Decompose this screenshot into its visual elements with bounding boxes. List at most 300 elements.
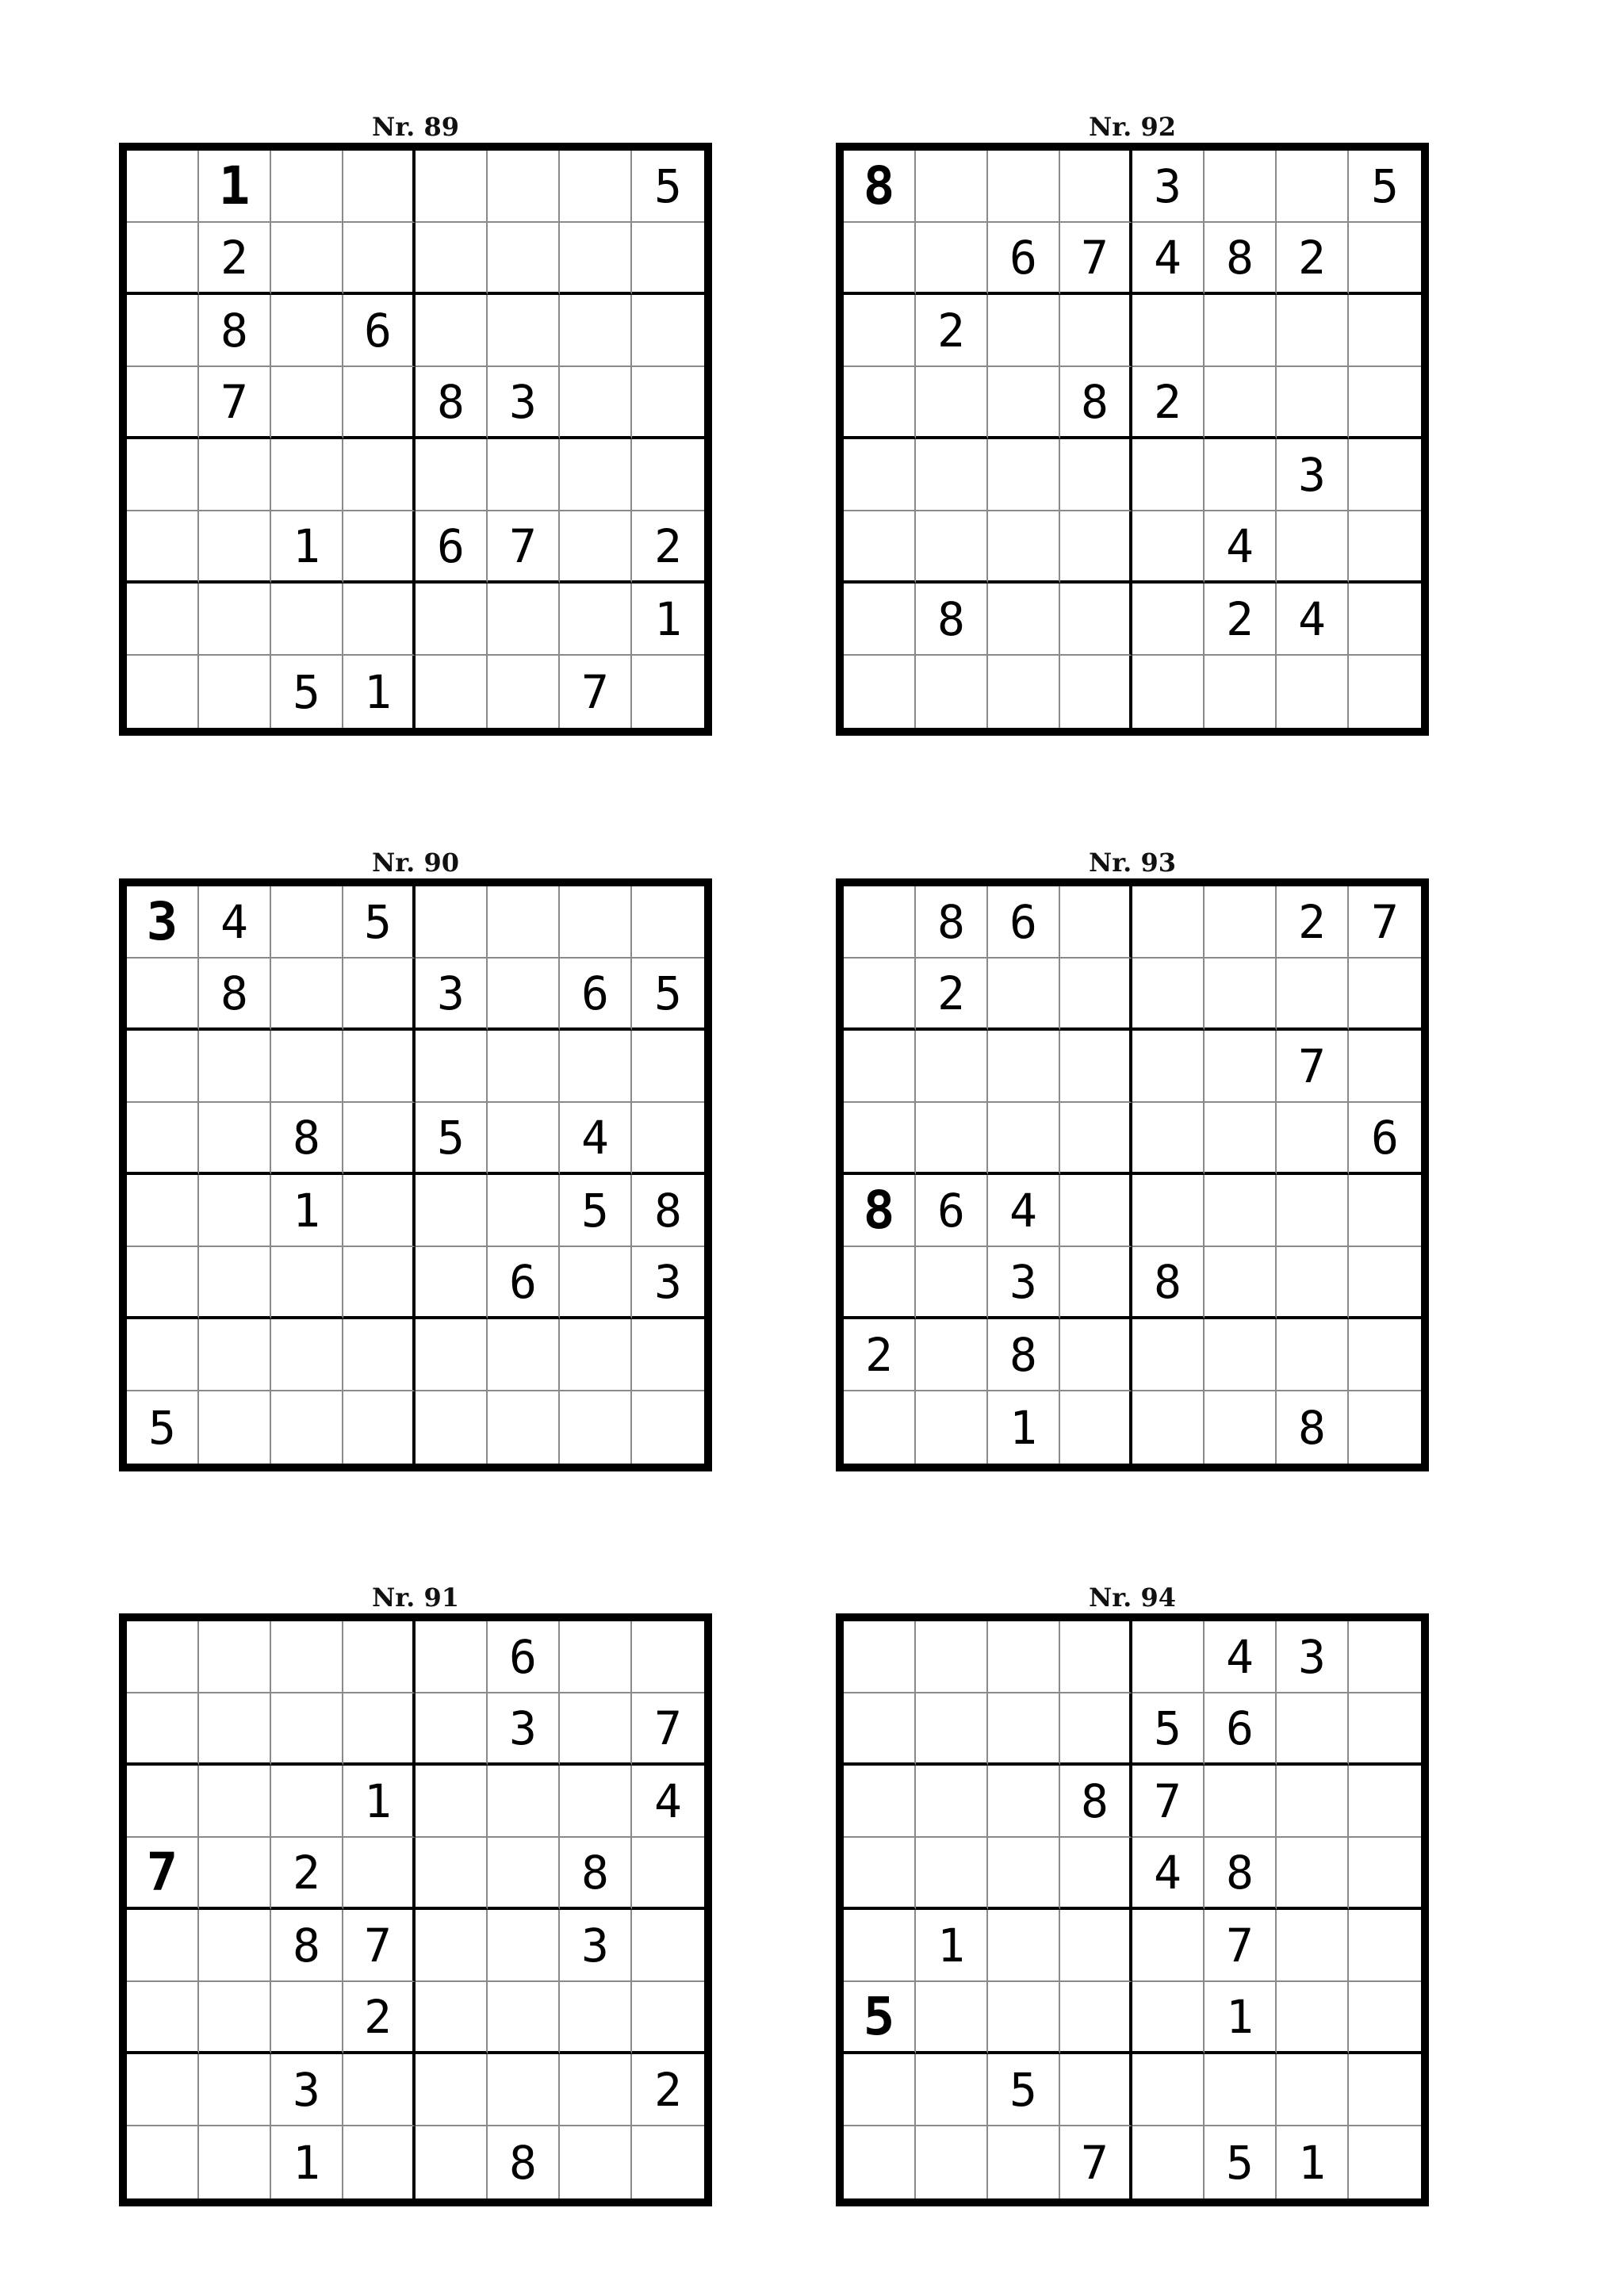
sudoku-cell-r7c5[interactable] bbox=[416, 2054, 488, 2126]
sudoku-cell-r3c6[interactable] bbox=[1205, 1766, 1277, 1838]
sudoku-cell-r6c8[interactable]: 3 bbox=[632, 1247, 704, 1319]
sudoku-cell-r2c8[interactable] bbox=[632, 223, 704, 295]
sudoku-cell-r7c3[interactable]: 5 bbox=[988, 2054, 1060, 2126]
sudoku-cell-r3c7[interactable] bbox=[1277, 295, 1349, 367]
sudoku-cell-r6c4[interactable] bbox=[1060, 1982, 1132, 2054]
sudoku-cell-r8c8[interactable] bbox=[1349, 656, 1421, 728]
sudoku-cell-r7c1[interactable] bbox=[844, 584, 916, 656]
sudoku-cell-r1c4[interactable] bbox=[1060, 1621, 1132, 1693]
sudoku-cell-r2c5[interactable] bbox=[416, 1693, 488, 1766]
sudoku-cell-r2c6[interactable]: 6 bbox=[1205, 1693, 1277, 1766]
sudoku-cell-r1c6[interactable]: 6 bbox=[488, 1621, 560, 1693]
sudoku-cell-r6c5[interactable]: 6 bbox=[416, 511, 488, 584]
sudoku-cell-r5c8[interactable] bbox=[1349, 1175, 1421, 1247]
sudoku-cell-r2c4[interactable]: 7 bbox=[1060, 223, 1132, 295]
sudoku-cell-r3c2[interactable]: 8 bbox=[199, 295, 271, 367]
sudoku-cell-r4c6[interactable] bbox=[488, 1103, 560, 1175]
sudoku-cell-r4c5[interactable] bbox=[416, 1838, 488, 1910]
sudoku-cell-r3c8[interactable] bbox=[632, 1031, 704, 1103]
sudoku-cell-r7c3[interactable] bbox=[988, 584, 1060, 656]
sudoku-cell-r4c3[interactable] bbox=[988, 367, 1060, 439]
sudoku-cell-r6c3[interactable]: 3 bbox=[988, 1247, 1060, 1319]
sudoku-cell-r2c1[interactable] bbox=[127, 1693, 199, 1766]
sudoku-cell-r7c1[interactable] bbox=[844, 2054, 916, 2126]
sudoku-cell-r2c5[interactable]: 5 bbox=[1132, 1693, 1205, 1766]
sudoku-cell-r2c8[interactable]: 7 bbox=[632, 1693, 704, 1766]
sudoku-cell-r6c6[interactable]: 4 bbox=[1205, 511, 1277, 584]
sudoku-cell-r4c1[interactable] bbox=[844, 1103, 916, 1175]
sudoku-cell-r7c5[interactable] bbox=[1132, 584, 1205, 656]
sudoku-cell-r4c5[interactable]: 8 bbox=[416, 367, 488, 439]
sudoku-cell-r1c5[interactable] bbox=[416, 886, 488, 959]
sudoku-cell-r4c4[interactable]: 8 bbox=[1060, 367, 1132, 439]
sudoku-cell-r4c1[interactable] bbox=[844, 367, 916, 439]
sudoku-cell-r1c4[interactable] bbox=[1060, 886, 1132, 959]
sudoku-cell-r7c8[interactable] bbox=[1349, 584, 1421, 656]
sudoku-cell-r3c4[interactable] bbox=[1060, 295, 1132, 367]
sudoku-cell-r2c2[interactable]: 8 bbox=[199, 959, 271, 1031]
sudoku-cell-r1c3[interactable] bbox=[271, 886, 343, 959]
sudoku-cell-r1c7[interactable] bbox=[560, 886, 632, 959]
sudoku-cell-r6c6[interactable]: 7 bbox=[488, 511, 560, 584]
sudoku-cell-r4c5[interactable]: 4 bbox=[1132, 1838, 1205, 1910]
sudoku-cell-r6c7[interactable] bbox=[1277, 511, 1349, 584]
sudoku-cell-r6c7[interactable] bbox=[560, 1247, 632, 1319]
sudoku-cell-r8c7[interactable]: 1 bbox=[1277, 2126, 1349, 2198]
sudoku-cell-r5c7[interactable]: 3 bbox=[1277, 439, 1349, 511]
sudoku-cell-r3c4[interactable] bbox=[343, 1031, 416, 1103]
sudoku-cell-r8c3[interactable]: 5 bbox=[271, 656, 343, 728]
sudoku-cell-r4c8[interactable] bbox=[632, 1103, 704, 1175]
sudoku-cell-r3c1[interactable] bbox=[127, 1766, 199, 1838]
sudoku-cell-r7c4[interactable] bbox=[1060, 1319, 1132, 1391]
sudoku-cell-r7c6[interactable]: 2 bbox=[1205, 584, 1277, 656]
sudoku-cell-r3c3[interactable] bbox=[988, 295, 1060, 367]
sudoku-cell-r4c4[interactable] bbox=[1060, 1838, 1132, 1910]
sudoku-cell-r5c4[interactable] bbox=[1060, 439, 1132, 511]
sudoku-cell-r2c3[interactable] bbox=[988, 1693, 1060, 1766]
sudoku-cell-r6c3[interactable] bbox=[271, 1247, 343, 1319]
sudoku-cell-r4c5[interactable]: 2 bbox=[1132, 367, 1205, 439]
sudoku-cell-r7c4[interactable] bbox=[1060, 2054, 1132, 2126]
sudoku-cell-r2c1[interactable] bbox=[844, 223, 916, 295]
sudoku-cell-r2c4[interactable] bbox=[1060, 959, 1132, 1031]
sudoku-cell-r5c1[interactable]: 8 bbox=[844, 1175, 916, 1247]
sudoku-cell-r3c8[interactable]: 4 bbox=[632, 1766, 704, 1838]
sudoku-cell-r6c3[interactable] bbox=[988, 511, 1060, 584]
sudoku-cell-r5c6[interactable] bbox=[488, 1910, 560, 1982]
sudoku-cell-r8c3[interactable] bbox=[988, 2126, 1060, 2198]
sudoku-cell-r7c7[interactable] bbox=[1277, 2054, 1349, 2126]
sudoku-cell-r3c4[interactable]: 6 bbox=[343, 295, 416, 367]
sudoku-cell-r4c7[interactable]: 8 bbox=[560, 1838, 632, 1910]
sudoku-cell-r8c3[interactable]: 1 bbox=[988, 1391, 1060, 1464]
sudoku-cell-r6c1[interactable]: 5 bbox=[844, 1982, 916, 2054]
sudoku-cell-r4c4[interactable] bbox=[343, 1103, 416, 1175]
sudoku-cell-r2c8[interactable] bbox=[1349, 959, 1421, 1031]
sudoku-cell-r6c1[interactable] bbox=[127, 511, 199, 584]
sudoku-cell-r6c4[interactable]: 2 bbox=[343, 1982, 416, 2054]
sudoku-cell-r2c2[interactable] bbox=[199, 1693, 271, 1766]
sudoku-cell-r6c5[interactable]: 8 bbox=[1132, 1247, 1205, 1319]
sudoku-cell-r4c8[interactable]: 6 bbox=[1349, 1103, 1421, 1175]
sudoku-cell-r7c7[interactable]: 4 bbox=[1277, 584, 1349, 656]
sudoku-cell-r4c6[interactable]: 3 bbox=[488, 367, 560, 439]
sudoku-cell-r5c2[interactable] bbox=[916, 439, 988, 511]
sudoku-cell-r2c5[interactable]: 3 bbox=[416, 959, 488, 1031]
sudoku-cell-r3c2[interactable] bbox=[199, 1031, 271, 1103]
sudoku-cell-r5c2[interactable] bbox=[199, 1910, 271, 1982]
sudoku-cell-r5c1[interactable] bbox=[127, 1910, 199, 1982]
sudoku-cell-r1c6[interactable]: 4 bbox=[1205, 1621, 1277, 1693]
sudoku-cell-r7c4[interactable] bbox=[343, 2054, 416, 2126]
sudoku-cell-r6c2[interactable] bbox=[916, 1247, 988, 1319]
sudoku-cell-r2c7[interactable] bbox=[560, 223, 632, 295]
sudoku-cell-r2c3[interactable] bbox=[988, 959, 1060, 1031]
sudoku-cell-r6c4[interactable] bbox=[343, 1247, 416, 1319]
sudoku-cell-r3c4[interactable]: 1 bbox=[343, 1766, 416, 1838]
sudoku-cell-r4c1[interactable] bbox=[127, 367, 199, 439]
sudoku-cell-r1c8[interactable]: 7 bbox=[1349, 886, 1421, 959]
sudoku-cell-r5c8[interactable] bbox=[1349, 1910, 1421, 1982]
sudoku-cell-r3c5[interactable]: 7 bbox=[1132, 1766, 1205, 1838]
sudoku-cell-r7c5[interactable] bbox=[1132, 2054, 1205, 2126]
sudoku-cell-r5c5[interactable] bbox=[416, 1910, 488, 1982]
sudoku-cell-r4c8[interactable] bbox=[632, 1838, 704, 1910]
sudoku-cell-r4c3[interactable]: 8 bbox=[271, 1103, 343, 1175]
sudoku-cell-r4c1[interactable]: 7 bbox=[127, 1838, 199, 1910]
sudoku-cell-r3c5[interactable] bbox=[416, 295, 488, 367]
sudoku-cell-r5c8[interactable] bbox=[632, 1910, 704, 1982]
sudoku-cell-r8c8[interactable] bbox=[632, 656, 704, 728]
sudoku-cell-r6c6[interactable]: 6 bbox=[488, 1247, 560, 1319]
sudoku-cell-r3c1[interactable] bbox=[127, 1031, 199, 1103]
sudoku-cell-r8c2[interactable] bbox=[916, 2126, 988, 2198]
sudoku-cell-r7c8[interactable]: 1 bbox=[632, 584, 704, 656]
sudoku-cell-r1c3[interactable] bbox=[988, 151, 1060, 223]
sudoku-cell-r2c2[interactable]: 2 bbox=[199, 223, 271, 295]
sudoku-cell-r7c1[interactable] bbox=[127, 584, 199, 656]
sudoku-cell-r5c6[interactable] bbox=[1205, 1175, 1277, 1247]
sudoku-cell-r2c8[interactable]: 5 bbox=[632, 959, 704, 1031]
sudoku-cell-r8c8[interactable] bbox=[632, 2126, 704, 2198]
sudoku-cell-r3c2[interactable] bbox=[199, 1766, 271, 1838]
sudoku-cell-r6c4[interactable] bbox=[1060, 1247, 1132, 1319]
sudoku-cell-r1c8[interactable] bbox=[1349, 1621, 1421, 1693]
sudoku-cell-r1c1[interactable]: 3 bbox=[127, 886, 199, 959]
sudoku-cell-r2c1[interactable] bbox=[127, 959, 199, 1031]
sudoku-cell-r7c1[interactable]: 2 bbox=[844, 1319, 916, 1391]
sudoku-cell-r2c6[interactable] bbox=[488, 223, 560, 295]
sudoku-cell-r1c8[interactable]: 5 bbox=[632, 151, 704, 223]
sudoku-cell-r8c4[interactable]: 7 bbox=[1060, 2126, 1132, 2198]
sudoku-cell-r3c1[interactable] bbox=[127, 295, 199, 367]
sudoku-cell-r4c4[interactable] bbox=[1060, 1103, 1132, 1175]
sudoku-cell-r1c7[interactable] bbox=[560, 1621, 632, 1693]
sudoku-cell-r8c7[interactable] bbox=[560, 1391, 632, 1464]
sudoku-cell-r5c6[interactable] bbox=[488, 439, 560, 511]
sudoku-cell-r1c7[interactable]: 3 bbox=[1277, 1621, 1349, 1693]
sudoku-cell-r3c7[interactable] bbox=[1277, 1766, 1349, 1838]
sudoku-cell-r1c7[interactable] bbox=[1277, 151, 1349, 223]
sudoku-cell-r7c5[interactable] bbox=[416, 584, 488, 656]
sudoku-cell-r1c7[interactable] bbox=[560, 151, 632, 223]
sudoku-cell-r6c2[interactable] bbox=[916, 511, 988, 584]
sudoku-cell-r6c2[interactable] bbox=[916, 1982, 988, 2054]
sudoku-cell-r8c3[interactable] bbox=[271, 1391, 343, 1464]
sudoku-cell-r4c5[interactable]: 5 bbox=[416, 1103, 488, 1175]
sudoku-cell-r5c4[interactable]: 7 bbox=[343, 1910, 416, 1982]
sudoku-cell-r6c3[interactable] bbox=[271, 1982, 343, 2054]
sudoku-cell-r6c8[interactable]: 2 bbox=[632, 511, 704, 584]
sudoku-cell-r8c5[interactable] bbox=[1132, 656, 1205, 728]
sudoku-cell-r1c6[interactable] bbox=[488, 151, 560, 223]
sudoku-cell-r8c5[interactable] bbox=[416, 1391, 488, 1464]
sudoku-cell-r4c3[interactable]: 2 bbox=[271, 1838, 343, 1910]
sudoku-cell-r3c8[interactable] bbox=[1349, 295, 1421, 367]
sudoku-cell-r1c2[interactable] bbox=[916, 1621, 988, 1693]
sudoku-cell-r7c3[interactable]: 8 bbox=[988, 1319, 1060, 1391]
sudoku-cell-r8c8[interactable] bbox=[1349, 2126, 1421, 2198]
sudoku-cell-r3c5[interactable] bbox=[416, 1031, 488, 1103]
sudoku-cell-r8c4[interactable]: 1 bbox=[343, 656, 416, 728]
sudoku-cell-r2c7[interactable]: 6 bbox=[560, 959, 632, 1031]
sudoku-cell-r5c4[interactable] bbox=[1060, 1175, 1132, 1247]
sudoku-cell-r8c4[interactable] bbox=[343, 2126, 416, 2198]
sudoku-cell-r8c8[interactable] bbox=[1349, 1391, 1421, 1464]
sudoku-cell-r6c2[interactable] bbox=[199, 1982, 271, 2054]
sudoku-cell-r4c6[interactable] bbox=[488, 1838, 560, 1910]
sudoku-cell-r1c5[interactable]: 3 bbox=[1132, 151, 1205, 223]
sudoku-cell-r3c4[interactable] bbox=[1060, 1031, 1132, 1103]
sudoku-cell-r5c5[interactable] bbox=[1132, 1175, 1205, 1247]
sudoku-cell-r4c4[interactable] bbox=[343, 367, 416, 439]
sudoku-cell-r4c1[interactable] bbox=[844, 1838, 916, 1910]
sudoku-cell-r7c2[interactable] bbox=[916, 1319, 988, 1391]
sudoku-cell-r7c1[interactable] bbox=[127, 1319, 199, 1391]
sudoku-cell-r2c3[interactable] bbox=[271, 1693, 343, 1766]
sudoku-cell-r2c6[interactable]: 8 bbox=[1205, 223, 1277, 295]
sudoku-cell-r4c1[interactable] bbox=[127, 1103, 199, 1175]
sudoku-cell-r1c4[interactable] bbox=[343, 151, 416, 223]
sudoku-cell-r6c5[interactable] bbox=[416, 1247, 488, 1319]
sudoku-cell-r8c1[interactable] bbox=[844, 1391, 916, 1464]
sudoku-cell-r7c6[interactable] bbox=[1205, 1319, 1277, 1391]
sudoku-cell-r6c1[interactable] bbox=[127, 1247, 199, 1319]
sudoku-cell-r5c5[interactable] bbox=[1132, 1910, 1205, 1982]
sudoku-cell-r6c2[interactable] bbox=[199, 1247, 271, 1319]
sudoku-cell-r2c1[interactable] bbox=[844, 1693, 916, 1766]
sudoku-cell-r7c8[interactable] bbox=[1349, 1319, 1421, 1391]
sudoku-cell-r5c6[interactable] bbox=[1205, 439, 1277, 511]
sudoku-cell-r3c6[interactable] bbox=[1205, 295, 1277, 367]
sudoku-cell-r1c2[interactable] bbox=[199, 1621, 271, 1693]
sudoku-cell-r3c3[interactable] bbox=[271, 1031, 343, 1103]
sudoku-cell-r1c6[interactable] bbox=[1205, 151, 1277, 223]
sudoku-cell-r1c1[interactable] bbox=[127, 151, 199, 223]
sudoku-cell-r5c2[interactable] bbox=[199, 1175, 271, 1247]
sudoku-cell-r3c3[interactable] bbox=[988, 1031, 1060, 1103]
sudoku-cell-r4c7[interactable] bbox=[1277, 1838, 1349, 1910]
sudoku-cell-r8c1[interactable] bbox=[844, 2126, 916, 2198]
sudoku-cell-r8c1[interactable] bbox=[844, 656, 916, 728]
sudoku-cell-r1c2[interactable]: 8 bbox=[916, 886, 988, 959]
sudoku-cell-r7c2[interactable] bbox=[199, 584, 271, 656]
sudoku-cell-r4c3[interactable] bbox=[271, 367, 343, 439]
sudoku-cell-r7c1[interactable] bbox=[127, 2054, 199, 2126]
sudoku-cell-r2c1[interactable] bbox=[844, 959, 916, 1031]
sudoku-cell-r7c5[interactable] bbox=[416, 1319, 488, 1391]
sudoku-cell-r6c6[interactable] bbox=[488, 1982, 560, 2054]
sudoku-cell-r6c4[interactable] bbox=[1060, 511, 1132, 584]
sudoku-cell-r8c1[interactable] bbox=[127, 656, 199, 728]
sudoku-cell-r8c5[interactable] bbox=[416, 2126, 488, 2198]
sudoku-cell-r7c8[interactable] bbox=[1349, 2054, 1421, 2126]
sudoku-cell-r2c7[interactable]: 2 bbox=[1277, 223, 1349, 295]
sudoku-cell-r5c3[interactable] bbox=[988, 1910, 1060, 1982]
sudoku-cell-r4c6[interactable] bbox=[1205, 1103, 1277, 1175]
sudoku-cell-r4c3[interactable] bbox=[988, 1103, 1060, 1175]
sudoku-cell-r3c4[interactable]: 8 bbox=[1060, 1766, 1132, 1838]
sudoku-cell-r2c7[interactable] bbox=[560, 1693, 632, 1766]
sudoku-cell-r8c2[interactable] bbox=[916, 1391, 988, 1464]
sudoku-cell-r8c6[interactable] bbox=[1205, 1391, 1277, 1464]
sudoku-cell-r1c8[interactable] bbox=[632, 886, 704, 959]
sudoku-cell-r6c7[interactable] bbox=[1277, 1982, 1349, 2054]
sudoku-cell-r8c2[interactable] bbox=[199, 656, 271, 728]
sudoku-cell-r5c1[interactable] bbox=[844, 439, 916, 511]
sudoku-cell-r4c7[interactable]: 4 bbox=[560, 1103, 632, 1175]
sudoku-cell-r8c8[interactable] bbox=[632, 1391, 704, 1464]
sudoku-cell-r5c3[interactable]: 4 bbox=[988, 1175, 1060, 1247]
sudoku-cell-r2c6[interactable]: 3 bbox=[488, 1693, 560, 1766]
sudoku-cell-r7c7[interactable] bbox=[560, 584, 632, 656]
sudoku-cell-r1c3[interactable] bbox=[271, 151, 343, 223]
sudoku-cell-r5c8[interactable] bbox=[632, 439, 704, 511]
sudoku-cell-r3c2[interactable]: 2 bbox=[916, 295, 988, 367]
sudoku-cell-r8c5[interactable] bbox=[416, 656, 488, 728]
sudoku-cell-r7c7[interactable] bbox=[560, 1319, 632, 1391]
sudoku-cell-r3c2[interactable] bbox=[916, 1031, 988, 1103]
sudoku-cell-r8c7[interactable]: 7 bbox=[560, 656, 632, 728]
sudoku-cell-r5c2[interactable]: 6 bbox=[916, 1175, 988, 1247]
sudoku-cell-r7c6[interactable] bbox=[488, 1319, 560, 1391]
sudoku-cell-r8c5[interactable] bbox=[1132, 2126, 1205, 2198]
sudoku-cell-r2c6[interactable] bbox=[488, 959, 560, 1031]
sudoku-cell-r4c7[interactable] bbox=[1277, 1103, 1349, 1175]
sudoku-cell-r8c2[interactable] bbox=[916, 656, 988, 728]
sudoku-cell-r6c5[interactable] bbox=[1132, 511, 1205, 584]
sudoku-cell-r8c7[interactable] bbox=[560, 2126, 632, 2198]
sudoku-cell-r3c8[interactable] bbox=[632, 295, 704, 367]
sudoku-cell-r4c8[interactable] bbox=[1349, 1838, 1421, 1910]
sudoku-cell-r4c8[interactable] bbox=[1349, 367, 1421, 439]
sudoku-cell-r7c3[interactable] bbox=[271, 1319, 343, 1391]
sudoku-cell-r4c4[interactable] bbox=[343, 1838, 416, 1910]
sudoku-cell-r4c6[interactable]: 8 bbox=[1205, 1838, 1277, 1910]
sudoku-cell-r5c3[interactable] bbox=[271, 439, 343, 511]
sudoku-cell-r2c1[interactable] bbox=[127, 223, 199, 295]
sudoku-cell-r5c4[interactable] bbox=[343, 1175, 416, 1247]
sudoku-cell-r3c6[interactable] bbox=[1205, 1031, 1277, 1103]
sudoku-cell-r4c2[interactable] bbox=[199, 1838, 271, 1910]
sudoku-cell-r2c6[interactable] bbox=[1205, 959, 1277, 1031]
sudoku-cell-r8c6[interactable] bbox=[488, 1391, 560, 1464]
sudoku-cell-r5c7[interactable] bbox=[1277, 1910, 1349, 1982]
sudoku-cell-r2c2[interactable] bbox=[916, 223, 988, 295]
sudoku-cell-r8c4[interactable] bbox=[343, 1391, 416, 1464]
sudoku-cell-r3c8[interactable] bbox=[1349, 1031, 1421, 1103]
sudoku-cell-r4c2[interactable] bbox=[916, 1103, 988, 1175]
sudoku-cell-r2c3[interactable]: 6 bbox=[988, 223, 1060, 295]
sudoku-cell-r6c6[interactable] bbox=[1205, 1247, 1277, 1319]
sudoku-cell-r8c3[interactable]: 1 bbox=[271, 2126, 343, 2198]
sudoku-cell-r2c8[interactable] bbox=[1349, 223, 1421, 295]
sudoku-cell-r6c6[interactable]: 1 bbox=[1205, 1982, 1277, 2054]
sudoku-cell-r8c2[interactable] bbox=[199, 1391, 271, 1464]
sudoku-cell-r5c1[interactable] bbox=[127, 439, 199, 511]
sudoku-cell-r3c1[interactable] bbox=[844, 1766, 916, 1838]
sudoku-cell-r6c3[interactable] bbox=[988, 1982, 1060, 2054]
sudoku-cell-r3c3[interactable] bbox=[271, 295, 343, 367]
sudoku-cell-r6c7[interactable] bbox=[560, 1982, 632, 2054]
sudoku-cell-r5c4[interactable] bbox=[1060, 1910, 1132, 1982]
sudoku-cell-r8c3[interactable] bbox=[988, 656, 1060, 728]
sudoku-cell-r6c4[interactable] bbox=[343, 511, 416, 584]
sudoku-cell-r6c1[interactable] bbox=[844, 1247, 916, 1319]
sudoku-cell-r7c4[interactable] bbox=[343, 1319, 416, 1391]
sudoku-cell-r3c8[interactable] bbox=[1349, 1766, 1421, 1838]
sudoku-cell-r5c1[interactable] bbox=[127, 1175, 199, 1247]
sudoku-cell-r6c1[interactable] bbox=[844, 511, 916, 584]
sudoku-cell-r2c8[interactable] bbox=[1349, 1693, 1421, 1766]
sudoku-cell-r4c2[interactable] bbox=[916, 1838, 988, 1910]
sudoku-cell-r6c8[interactable] bbox=[1349, 511, 1421, 584]
sudoku-cell-r5c7[interactable] bbox=[1277, 1175, 1349, 1247]
sudoku-cell-r5c7[interactable] bbox=[560, 439, 632, 511]
sudoku-cell-r1c8[interactable] bbox=[632, 1621, 704, 1693]
sudoku-cell-r4c5[interactable] bbox=[1132, 1103, 1205, 1175]
sudoku-cell-r7c3[interactable]: 3 bbox=[271, 2054, 343, 2126]
sudoku-cell-r2c5[interactable] bbox=[1132, 959, 1205, 1031]
sudoku-cell-r7c8[interactable] bbox=[632, 1319, 704, 1391]
sudoku-cell-r6c2[interactable] bbox=[199, 511, 271, 584]
sudoku-cell-r3c1[interactable] bbox=[844, 1031, 916, 1103]
sudoku-cell-r6c8[interactable] bbox=[632, 1982, 704, 2054]
sudoku-cell-r5c8[interactable] bbox=[1349, 439, 1421, 511]
sudoku-cell-r2c4[interactable] bbox=[343, 223, 416, 295]
sudoku-cell-r1c5[interactable] bbox=[416, 1621, 488, 1693]
sudoku-cell-r8c4[interactable] bbox=[1060, 656, 1132, 728]
sudoku-cell-r5c7[interactable]: 5 bbox=[560, 1175, 632, 1247]
sudoku-cell-r4c2[interactable] bbox=[916, 367, 988, 439]
sudoku-cell-r1c2[interactable]: 4 bbox=[199, 886, 271, 959]
sudoku-cell-r7c6[interactable] bbox=[488, 2054, 560, 2126]
sudoku-cell-r4c7[interactable] bbox=[560, 367, 632, 439]
sudoku-cell-r4c2[interactable] bbox=[199, 1103, 271, 1175]
sudoku-cell-r3c7[interactable] bbox=[560, 1766, 632, 1838]
sudoku-cell-r7c3[interactable] bbox=[271, 584, 343, 656]
sudoku-cell-r8c1[interactable] bbox=[127, 2126, 199, 2198]
sudoku-cell-r8c5[interactable] bbox=[1132, 1391, 1205, 1464]
sudoku-cell-r8c6[interactable] bbox=[1205, 656, 1277, 728]
sudoku-cell-r5c7[interactable]: 3 bbox=[560, 1910, 632, 1982]
sudoku-cell-r8c2[interactable] bbox=[199, 2126, 271, 2198]
sudoku-cell-r6c5[interactable] bbox=[416, 1982, 488, 2054]
sudoku-cell-r7c6[interactable] bbox=[1205, 2054, 1277, 2126]
sudoku-cell-r8c4[interactable] bbox=[1060, 1391, 1132, 1464]
sudoku-cell-r5c3[interactable]: 1 bbox=[271, 1175, 343, 1247]
